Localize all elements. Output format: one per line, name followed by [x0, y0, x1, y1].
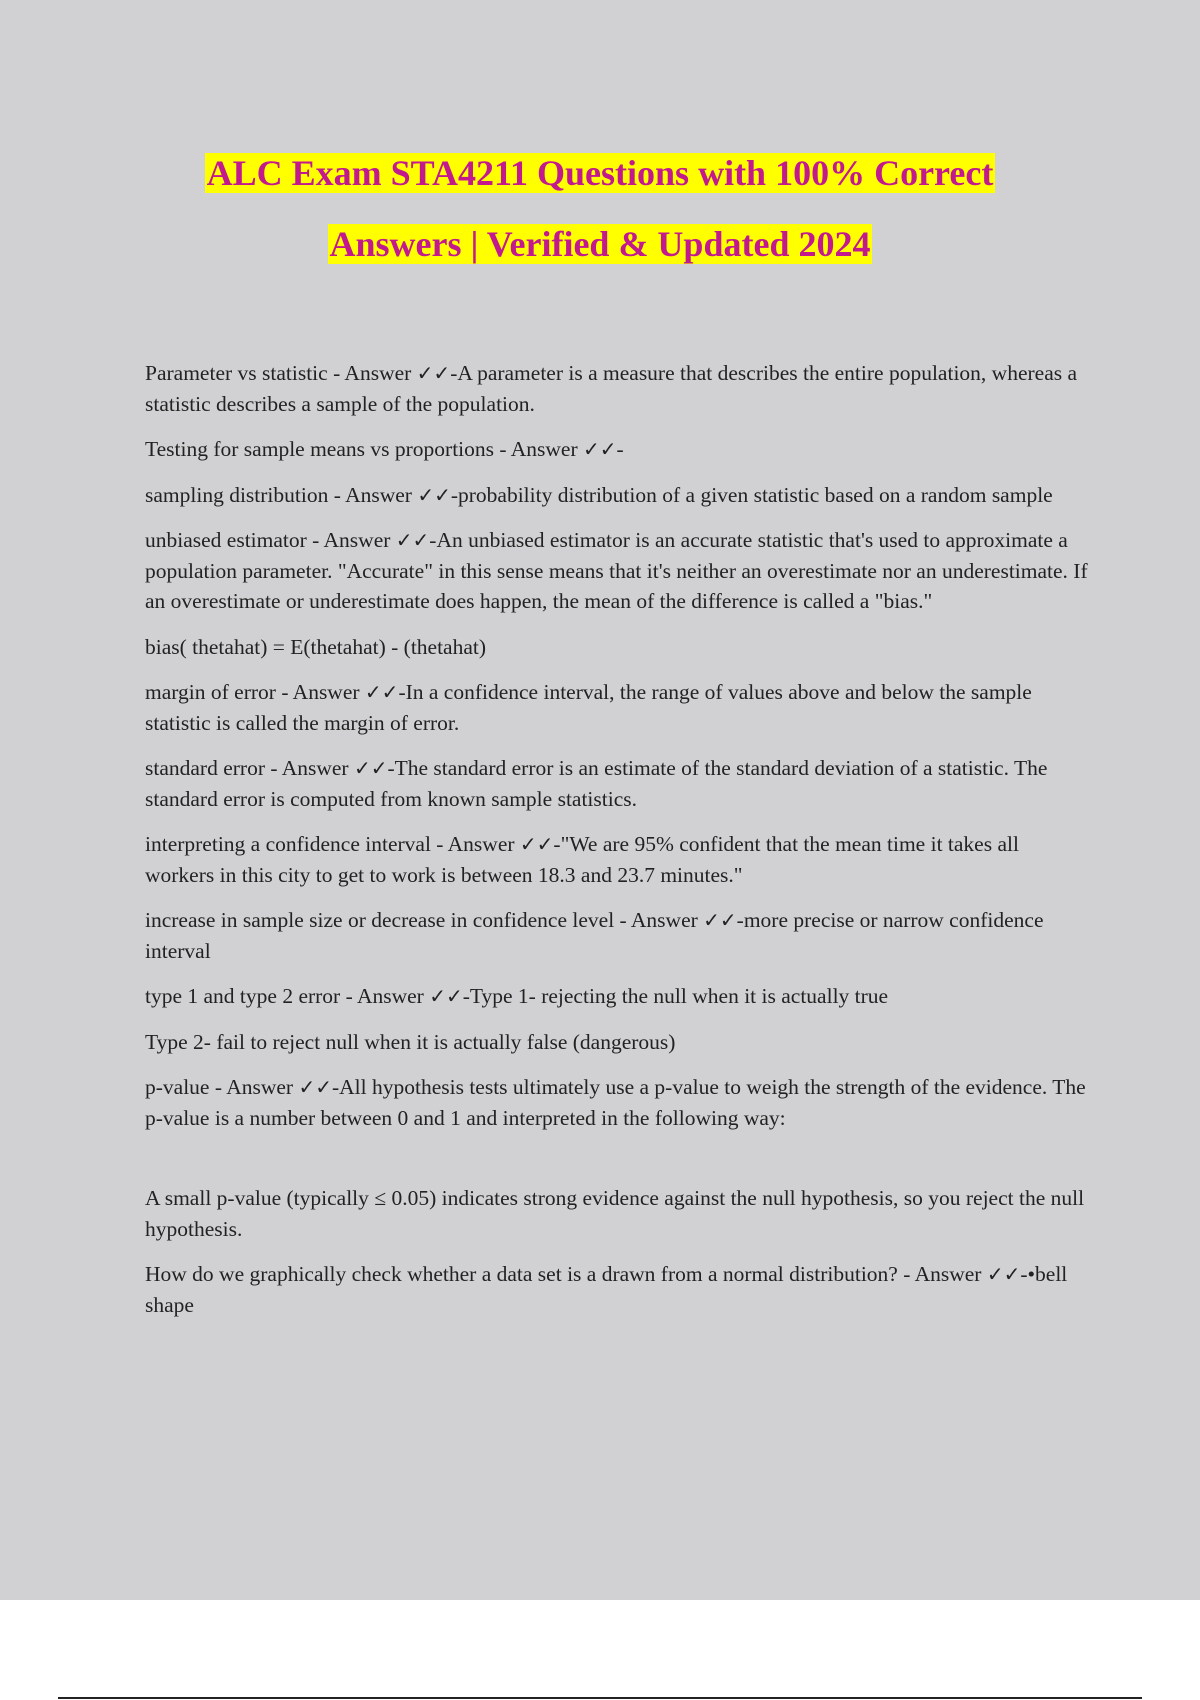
double-check-icon: ✓✓ [429, 984, 463, 1008]
double-check-icon: ✓✓ [395, 528, 430, 552]
document-title [0, 138, 1200, 280]
qa-entry: interpreting a confidence interval - Answer ✓✓-"We are 95% confident that the mean time it takes all workers in this city to get to work is between 18.3 and 23.7 minutes." [145, 832, 1019, 887]
double-check-icon: ✓✓ [986, 1262, 1021, 1286]
continuation-line: A small p-value (typically ≤ 0.05) indicates strong evidence against the null hypothesis, so you reject the null hypothesis. [145, 1186, 1085, 1241]
qa-entry: type 1 and type 2 error - Answer ✓✓-Type 1- rejecting the null when it is actually true [145, 984, 889, 1008]
double-check-icon: ✓✓ [417, 482, 451, 507]
continuation-line: Type 2- fail to reject null when it is actually false (dangerous) [145, 1029, 676, 1054]
double-check-icon: ✓✓ [416, 361, 451, 385]
double-check-icon: ✓✓ [703, 908, 737, 932]
formula-line: bias( thetahat) = E(thetahat) - (thetahat) [145, 634, 487, 659]
qa-entry: Testing for sample means vs proportions - Answer ✓✓- [145, 437, 624, 461]
title-line-1: ALC Exam STA4211 Questions with 100% Correct [206, 153, 994, 193]
qa-entry: unbiased estimator - Answer ✓✓-An unbiased estimator is an accurate statistic that's used to approximate a population parameter. "Accurate" in this sense means that it's neither an overestimate nor an underestimate. If an overestimate or underestimate does happen, the mean of the difference is called a "bias." [145, 528, 1088, 613]
qa-entry: How do we graphically check whether a data set is a drawn from a normal distribution? - Answer ✓✓-•bell shape [145, 1262, 1068, 1317]
qa-entry: p-value - Answer ✓✓-All hypothesis tests ultimately use a p-value to weigh the strength of the evidence. The p-value is a number between 0 and 1 and interpreted in the following way: [145, 1075, 1086, 1130]
qa-entry: standard error - Answer ✓✓-The standard error is an estimate of the standard deviation of a statistic. The standard error is computed from known sample statistics. [145, 756, 1048, 811]
qa-entry: sampling distribution - Answer ✓✓-probability distribution of a given statistic based on a random sample [145, 482, 1053, 507]
title-line-2: Answers | Verified & Updated 2024 [329, 224, 871, 264]
qa-entry: increase in sample size or decrease in confidence level - Answer ✓✓-more precise or narrow confidence interval [145, 908, 1044, 963]
double-check-icon: ✓✓ [353, 756, 388, 780]
footer-divider [58, 1697, 1142, 1699]
double-check-icon: ✓✓ [582, 437, 617, 461]
qa-entry: Parameter vs statistic - Answer ✓✓-A parameter is a measure that describes the entire population, whereas a statistic describes a sample of the population. [145, 361, 1078, 416]
double-check-icon: ✓✓ [298, 1075, 332, 1099]
double-check-icon: ✓✓ [364, 680, 399, 704]
qa-entry: margin of error - Answer ✓✓-In a confidence interval, the range of values above and below the sample statistic is called the margin of error. [145, 680, 1032, 735]
qa-content [145, 358, 1090, 1335]
double-check-icon: ✓✓ [519, 832, 554, 856]
